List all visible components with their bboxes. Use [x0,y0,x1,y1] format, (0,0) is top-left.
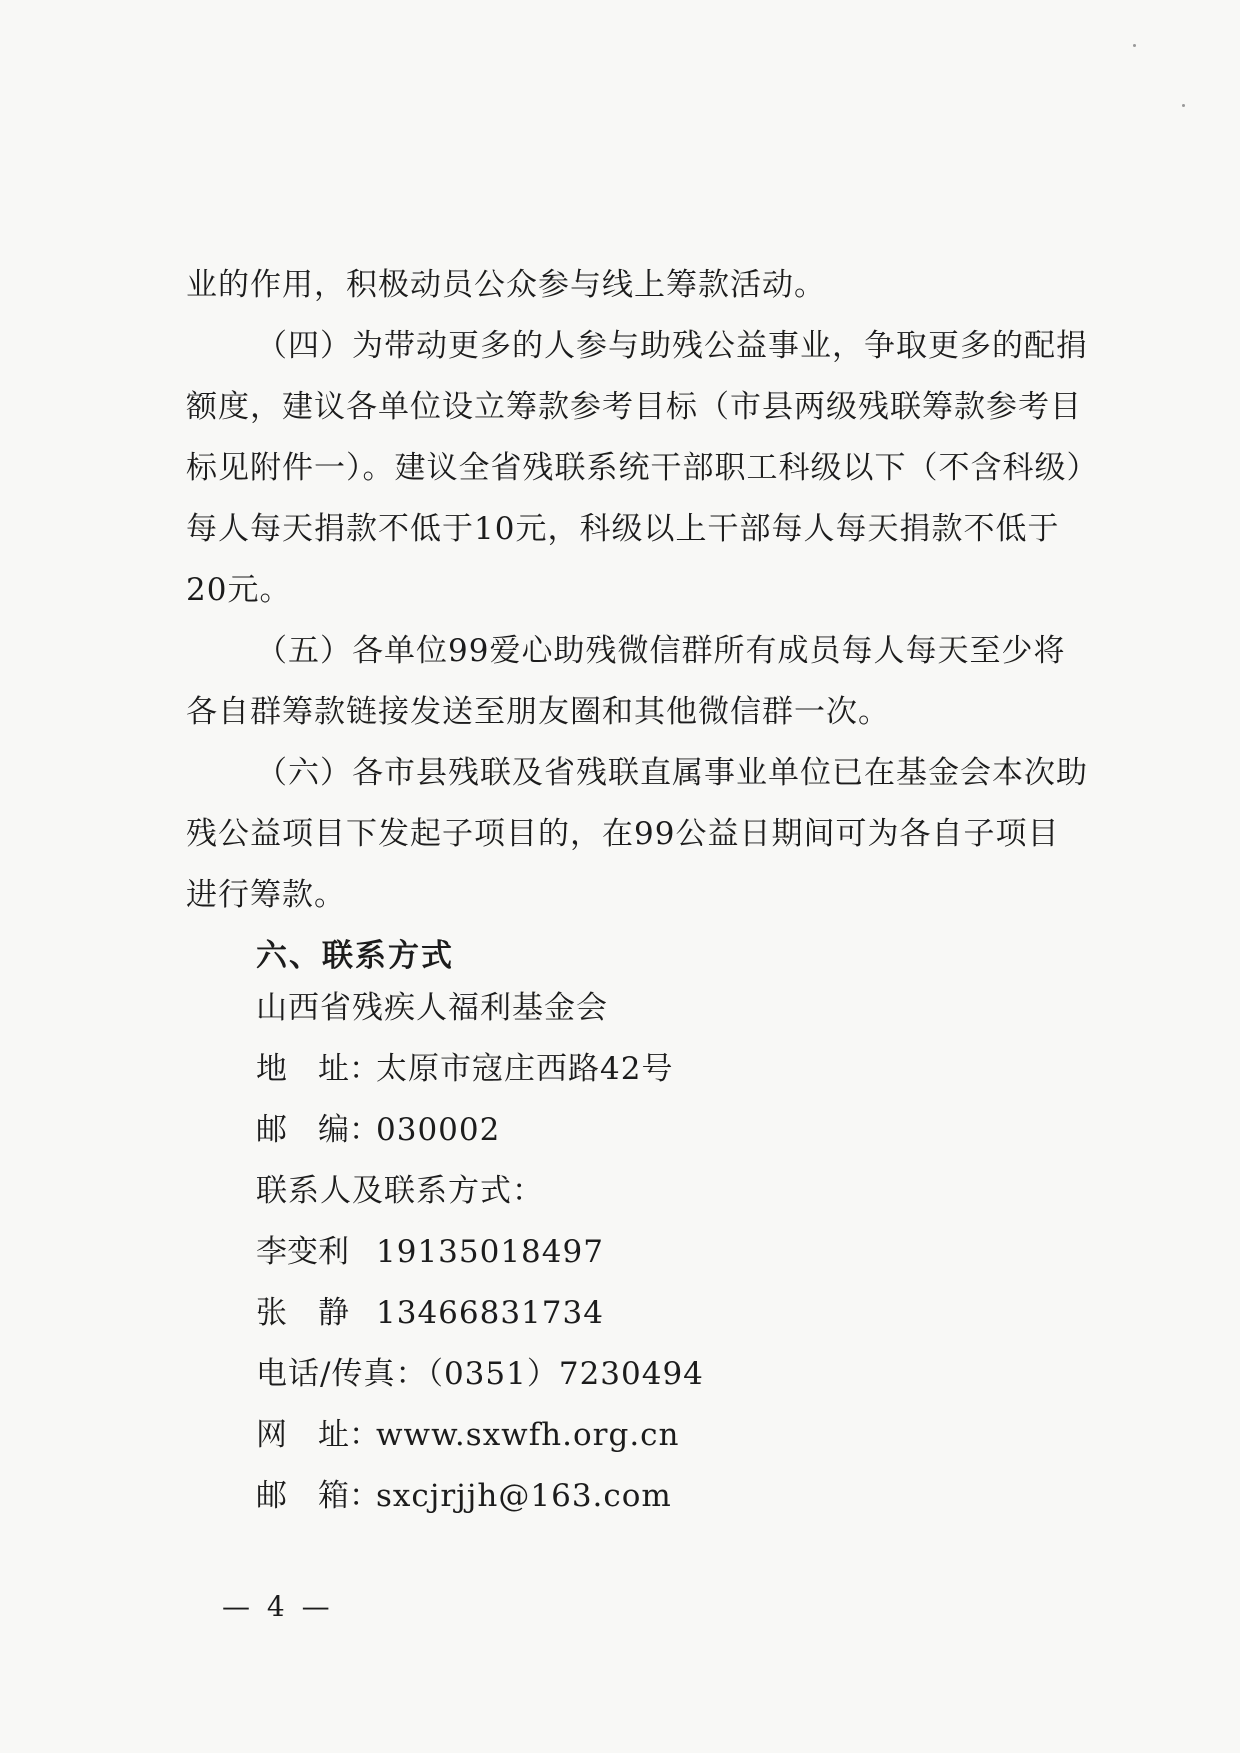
address-value: 太原市寇庄西路42号 [376,1051,674,1087]
postcode-value: 030002 [376,1112,501,1148]
body-line-5: 每人每天捐款不低于10元，科级以上干部每人每天捐款不低于 [186,511,1060,547]
person-2-phone: 13466831734 [376,1295,604,1331]
body-line-4: 标见附件一）。建议全省残联系统干部职工科级以下（不含科级） [186,450,1099,486]
body-line-8: 各自群筹款链接发送至朋友圈和其他微信群一次。 [186,694,890,730]
tel-label: 电话/传真： [256,1356,428,1392]
web-label: 网 址： [256,1417,380,1453]
person-2-name: 张 静 [256,1295,349,1331]
postcode-label: 邮 编： [256,1112,380,1148]
contacts-label: 联系人及联系方式： [256,1173,544,1209]
body-line-7: （五）各单位99爱心助残微信群所有成员每人每天至少将 [256,633,1066,669]
contact-person-2 [256,1283,1056,1344]
contact-postcode-row [256,1100,1056,1161]
body-text [186,255,1099,987]
body-line-2: （四）为带动更多的人参与助残公益事业，争取更多的配捐 [256,328,1088,364]
page-number: — 4 — [222,1590,334,1623]
body-line-11: 进行筹款。 [186,877,346,913]
address-label: 地 址： [256,1051,380,1087]
contact-address-row [256,1039,1056,1100]
contact-org: 山西省残疾人福利基金会 [256,990,608,1026]
email-value[interactable]: sxcjrjjh@163.com [376,1478,672,1514]
person-1-name: 李变利 [256,1234,349,1270]
body-line-3: 额度，建议各单位设立筹款参考目标（市县两级残联筹款参考目 [186,389,1082,425]
tel-value: （0351）7230494 [427,1356,704,1392]
contact-email-row [256,1466,1056,1527]
scan-speck-mark [1182,104,1185,107]
contact-web-row [256,1405,1056,1466]
body-line-9: （六）各市县残联及省残联直属事业单位已在基金会本次助 [256,755,1088,791]
contact-person-1 [256,1222,1056,1283]
section-heading: 六、联系方式 [256,938,454,974]
web-value[interactable]: www.sxwfh.org.cn [376,1417,680,1453]
body-line-1: 业的作用，积极动员公众参与线上筹款活动。 [186,267,826,303]
body-line-6: 20元。 [186,572,292,608]
email-label: 邮 箱： [256,1478,380,1514]
person-1-phone: 19135018497 [376,1234,604,1270]
body-line-10: 残公益项目下发起子项目的，在99公益日期间可为各自子项目 [186,816,1060,852]
scan-speck-mark [1133,44,1136,47]
contact-tel-row [256,1344,1056,1405]
contact-block [256,978,1056,1527]
